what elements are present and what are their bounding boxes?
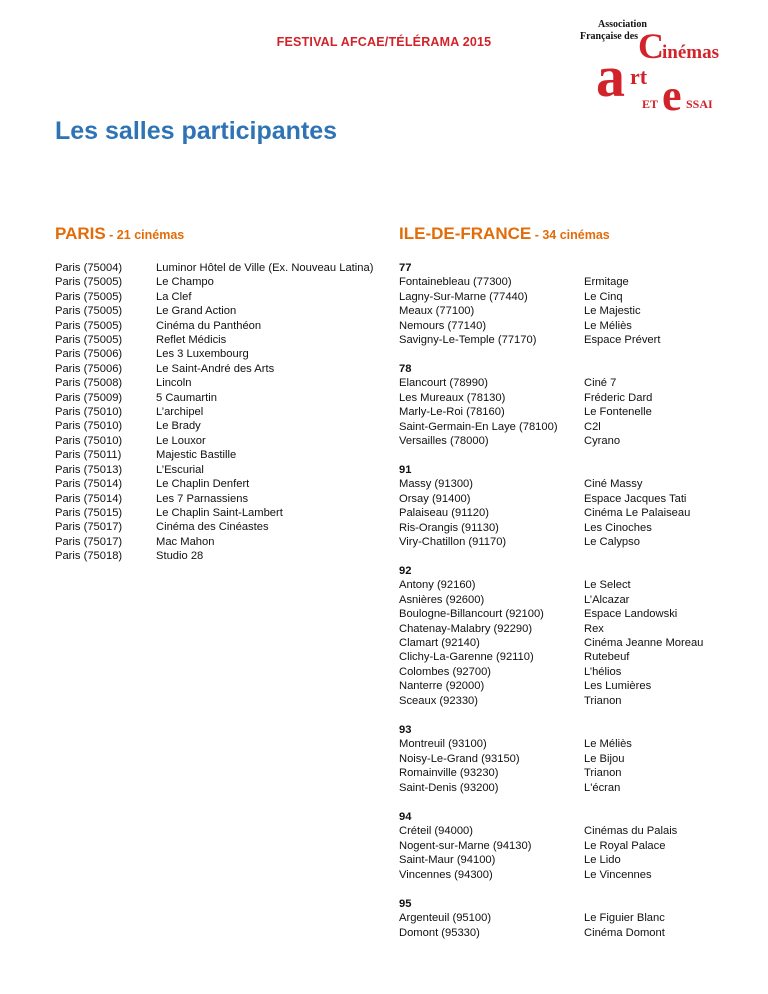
list-item — [399, 650, 739, 664]
paris-postcode: Paris (75008) — [55, 377, 123, 390]
list-item — [399, 391, 739, 405]
cinema-name: Fréderic Dard — [584, 391, 653, 404]
cinema-name: Trianon — [584, 694, 622, 707]
list-item — [399, 752, 739, 766]
list-item — [399, 737, 739, 751]
paris-heading — [55, 224, 184, 244]
paris-postcode: Paris (75018) — [55, 550, 123, 563]
paris-cinema-name: Cinéma des Cinéastes — [156, 521, 269, 534]
town-name: Créteil (94000) — [399, 825, 473, 838]
cinema-name: Le Royal Palace — [584, 839, 666, 852]
department-code: 78 — [399, 363, 412, 375]
list-item — [399, 636, 739, 650]
page-title: Les salles participantes — [55, 117, 338, 145]
paris-cinema-name: Le Louxor — [156, 434, 206, 447]
town-name: Marly-Le-Roi (78160) — [399, 406, 505, 419]
town-name: Nemours (77140) — [399, 319, 487, 332]
town-name: Meaux (77100) — [399, 305, 475, 318]
paris-postcode: Paris (75017) — [55, 535, 123, 548]
idf-heading — [399, 224, 610, 244]
cinema-name: Le Vincennes — [584, 868, 652, 881]
paris-cinema-name: Reflet Médicis — [156, 334, 227, 347]
town-name: Domont (95330) — [399, 926, 480, 939]
town-name: Nogent-sur-Marne (94130) — [399, 839, 532, 852]
paris-cinema-name: Le Brady — [156, 420, 201, 433]
town-name: Chatenay-Malabry (92290) — [399, 622, 533, 635]
paris-cinema-name: Le Chaplin Saint-Lambert — [156, 506, 283, 519]
paris-postcode: Paris (75005) — [55, 290, 123, 303]
paris-postcode: Paris (75006) — [55, 362, 123, 375]
idf-heading-label: ILE-DE-FRANCE — [399, 224, 532, 243]
list-item — [399, 781, 739, 795]
town-name: Argenteuil (95100) — [399, 912, 492, 925]
paris-postcode: Paris (75013) — [55, 463, 123, 476]
logo-e: e — [662, 71, 682, 116]
town-name: Les Mureaux (78130) — [399, 391, 506, 404]
paris-heading-label: PARIS — [55, 224, 106, 243]
cinema-name: Le Cinq — [584, 290, 623, 303]
department-code: 93 — [399, 724, 412, 736]
paris-postcode: Paris (75005) — [55, 276, 123, 289]
cinema-name: Cinéma Le Palaiseau — [584, 507, 691, 520]
list-item — [399, 319, 739, 333]
cinema-name: Le Bijou — [584, 752, 625, 765]
department-block — [399, 723, 739, 795]
list-item — [399, 824, 739, 838]
list-item — [399, 506, 739, 520]
list-item — [399, 593, 739, 607]
cinema-name: Espace Jacques Tati — [584, 492, 687, 505]
cinema-name: L’hélios — [584, 665, 622, 678]
paris-cinema-name: Le Grand Action — [156, 305, 237, 318]
list-item — [399, 839, 739, 853]
logo-line2: Française des — [580, 31, 639, 42]
paris-cinema-name: L’archipel — [156, 406, 204, 419]
cinema-name: Ciné Massy — [584, 478, 643, 491]
logo-c: C — [638, 26, 664, 66]
town-name: Nanterre (92000) — [399, 680, 485, 693]
cinema-name: Rex — [584, 622, 604, 635]
paris-postcode: Paris (75006) — [55, 348, 123, 361]
cinema-name: Les Cinoches — [584, 521, 652, 534]
cinema-name: Cinéma Jeanne Moreau — [584, 636, 704, 649]
paris-postcode: Paris (75004) — [55, 262, 123, 274]
paris-count: - 21 cinémas — [105, 228, 185, 242]
department-code: 92 — [399, 565, 412, 577]
town-name: Saint-Denis (93200) — [399, 781, 499, 794]
list-item — [399, 868, 739, 882]
cinema-name: Ciné 7 — [584, 377, 617, 390]
paris-cinema-name: Les 7 Parnassiens — [156, 492, 249, 505]
department-block — [399, 897, 739, 940]
cinema-name: Le Figuier Blanc — [584, 912, 665, 925]
cinema-name: Le Fontenelle — [584, 406, 652, 419]
list-item — [399, 492, 739, 506]
paris-cinema-name: Cinéma du Panthéon — [156, 319, 262, 332]
town-name: Romainville (93230) — [399, 767, 499, 780]
paris-postcode: Paris (75005) — [55, 319, 123, 332]
list-item — [399, 853, 739, 867]
town-name: Sceaux (92330) — [399, 694, 478, 707]
list-item — [399, 578, 739, 592]
town-name: Ris-Orangis (91130) — [399, 521, 499, 534]
paris-cinema-column — [156, 261, 373, 564]
paris-cinema-name: Lincoln — [156, 377, 192, 390]
town-name: Colombes (92700) — [399, 665, 492, 678]
department-block — [399, 362, 739, 448]
department-block — [399, 463, 739, 549]
paris-cinema-name: L’Escurial — [156, 463, 204, 476]
paris-cinema-name: Le Saint-André des Arts — [156, 362, 275, 375]
logo-cinemas: inémas — [662, 42, 719, 63]
town-name: Clichy-La-Garenne (92110) — [399, 651, 534, 664]
list-item — [399, 521, 739, 535]
list-item — [399, 926, 739, 940]
paris-cinema-name: Le Champo — [156, 276, 214, 289]
cinema-name: Le Majestic — [584, 305, 641, 318]
list-item — [399, 477, 739, 491]
cinema-name: C2l — [584, 420, 601, 433]
paris-postcode: Paris (75005) — [55, 305, 123, 318]
list-item — [399, 290, 739, 304]
town-name: Fontainebleau (77300) — [399, 276, 512, 289]
list-item — [399, 333, 739, 347]
paris-cinema-name: Les 3 Luxembourg — [156, 348, 249, 361]
cinema-name: Trianon — [584, 767, 622, 780]
paris-postcode: Paris (75015) — [55, 506, 123, 519]
town-name: Clamart (92140) — [399, 636, 480, 649]
list-item — [399, 376, 739, 390]
department-code: 91 — [399, 464, 412, 476]
logo-et: ET — [642, 97, 659, 111]
festival-header: FESTIVAL AFCAE/TÉLÉRAMA 2015 — [276, 35, 492, 49]
department-code: 95 — [399, 898, 412, 910]
list-item — [399, 434, 739, 448]
paris-cinema-name: Mac Mahon — [156, 535, 215, 548]
cinema-name: Le Calypso — [584, 535, 640, 548]
town-name: Saint-Germain-En Laye (78100) — [399, 420, 558, 433]
cinema-name: Rutebeuf — [584, 651, 630, 664]
cinema-name: Ermitage — [584, 276, 629, 289]
paris-postcode: Paris (75009) — [55, 391, 123, 404]
paris-cinema-name: La Clef — [156, 290, 192, 303]
department-block — [399, 810, 739, 882]
cinema-name: Espace Prévert — [584, 333, 661, 346]
cinema-name: Espace Landowski — [584, 608, 678, 621]
cinema-name: Cinéma Domont — [584, 926, 665, 939]
paris-postcode: Paris (75014) — [55, 492, 123, 505]
cinema-name: Le Méliès — [584, 319, 632, 332]
town-name: Antony (92160) — [399, 579, 476, 592]
town-name: Palaiseau (91120) — [399, 507, 489, 520]
cinema-name: Le Méliès — [584, 738, 632, 751]
logo-art: rt — [630, 64, 648, 89]
paris-postcode: Paris (75010) — [55, 420, 123, 433]
logo-ssai: SSAI — [686, 97, 713, 111]
town-name: Vincennes (94300) — [399, 868, 493, 881]
town-name: Versailles (78000) — [399, 434, 489, 447]
paris-postcode: Paris (75010) — [55, 434, 123, 447]
paris-postcode: Paris (75017) — [55, 521, 123, 534]
department-code: 94 — [399, 811, 412, 823]
town-name: Lagny-Sur-Marne (77440) — [399, 290, 528, 303]
logo-a: a — [596, 44, 625, 109]
town-name: Viry-Chatillon (91170) — [399, 535, 507, 548]
town-name: Noisy-Le-Grand (93150) — [399, 752, 520, 765]
town-name: Massy (91300) — [399, 478, 473, 491]
paris-postcode: Paris (75005) — [55, 334, 123, 347]
department-block — [399, 564, 739, 708]
town-name: Savigny-Le-Temple (77170) — [399, 333, 537, 346]
list-item — [399, 304, 739, 318]
town-name: Asnières (92600) — [399, 593, 485, 606]
list-item — [399, 275, 739, 289]
list-item — [399, 420, 739, 434]
list-item — [399, 622, 739, 636]
list-item — [399, 607, 739, 621]
paris-cinema-name: 5 Caumartin — [156, 391, 217, 404]
department-code: 77 — [399, 262, 412, 274]
cinema-name: Cinémas du Palais — [584, 825, 678, 838]
paris-postcode-column — [55, 261, 122, 564]
town-name: Saint-Maur (94100) — [399, 854, 496, 867]
cinema-name: L’Alcazar — [584, 593, 630, 606]
paris-cinema-name: Luminor Hôtel de Ville (Ex. Nouveau Latina) — [156, 262, 374, 274]
town-name: Boulogne-Billancourt (92100) — [399, 608, 544, 621]
cinema-name: L'écran — [584, 781, 621, 794]
list-item — [399, 665, 739, 679]
list-item — [399, 679, 739, 693]
paris-cinema-name: Le Chaplin Denfert — [156, 478, 250, 491]
paris-postcode: Paris (75010) — [55, 406, 123, 419]
cinema-name: Cyrano — [584, 434, 621, 447]
paris-cinema-name: Majestic Bastille — [156, 449, 237, 462]
paris-postcode: Paris (75014) — [55, 478, 123, 491]
afcae-logo — [576, 14, 736, 116]
town-name: Montreuil (93100) — [399, 738, 487, 751]
list-item — [399, 766, 739, 780]
list-item — [399, 535, 739, 549]
cinema-name: Le Select — [584, 579, 631, 592]
list-item — [399, 911, 739, 925]
list-item — [399, 405, 739, 419]
list-item — [399, 694, 739, 708]
logo-line1: Association — [598, 19, 647, 30]
town-name: Orsay (91400) — [399, 492, 471, 505]
town-name: Elancourt (78990) — [399, 377, 488, 390]
cinema-name: Les Lumières — [584, 680, 652, 693]
cinema-name: Le Lido — [584, 854, 621, 867]
paris-postcode: Paris (75011) — [55, 449, 122, 462]
department-block — [399, 261, 739, 347]
paris-cinema-name: Studio 28 — [156, 550, 204, 563]
idf-count: - 34 cinémas — [531, 228, 610, 242]
